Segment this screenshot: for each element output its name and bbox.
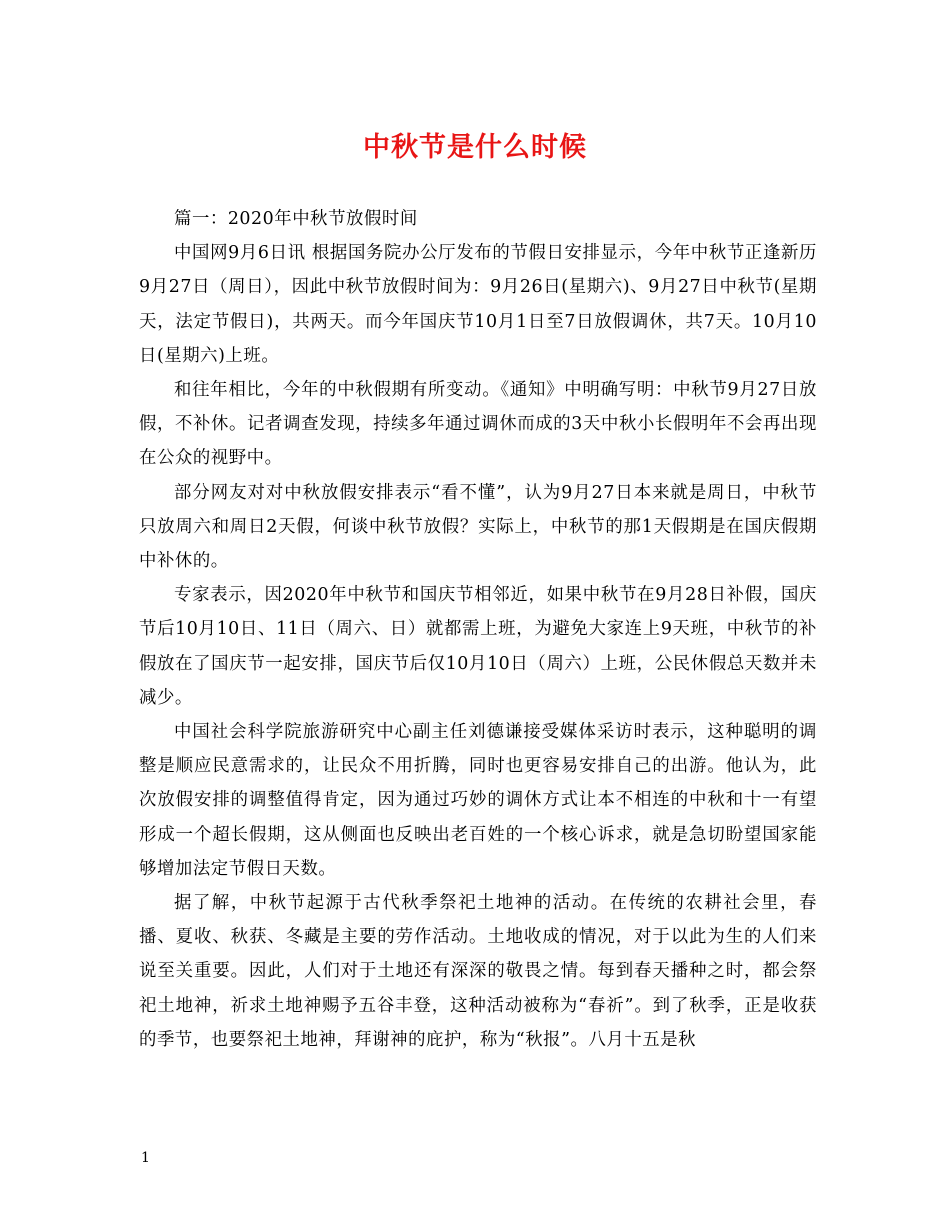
paragraph-2: 和往年相比，今年的中秋假期有所变动。《通知》中明确写明：中秋节9月27日放假，不补休。记者调查发现，持续多年通过调休而成的3天中秋小长假明年不会再出现在公众的视野中。 xyxy=(139,380,817,469)
page-number: 1 xyxy=(141,1150,150,1166)
paragraph-3: 部分网友对对中秋放假安排表示“看不懂”，认为9月27日本来就是周日，中秋节只放周六和周日2天假，何谈中秋节放假？实际上，中秋节的那1天假期是在国庆假期中补休的。 xyxy=(139,482,817,572)
section-heading: 篇一：2020年中秋节放假时间 xyxy=(174,209,418,229)
document-title: 中秋节是什么时候 xyxy=(363,132,587,163)
paragraph-1: 中国网9月6日讯 根据国务院办公厅发布的节假日安排显示，今年中秋节正逢新历9月27日（周日），因此中秋节放假时间为：9月26日(星期六)、9月27日中秋节(星期天，法定节假日)，共两天。而今年国庆节10月1日至7日放假调休，共7天。10月10日(星期六)上班。 xyxy=(139,243,817,366)
document-body xyxy=(139,202,817,1057)
paragraph-5: 中国社会科学院旅游研究中心副主任刘德谦接受媒体采访时表示，这种聪明的调整是顺应民意需求的，让民众不用折腾，同时也更容易安排自己的出游。他认为，此次放假安排的调整值得肯定，因为通过巧妙的调休方式让本不相连的中秋和十一有望形成一个超长假期，这从侧面也反映出老百姓的一个核心诉求，就是急切盼望国家能够增加法定节假日天数。 xyxy=(139,722,817,879)
paragraph-4: 专家表示，因2020年中秋节和国庆节相邻近，如果中秋节在9月28日补假，国庆节后10月10日、11日（周六、日）就都需上班，为避免大家连上9天班，中秋节的补假放在了国庆节一起安排，国庆节后仅10月10日（周六）上班，公民休假总天数并未减少。 xyxy=(139,585,817,708)
paragraph-6: 据了解，中秋节起源于古代秋季祭祀土地神的活动。在传统的农耕社会里，春播、夏收、秋获、冬藏是主要的劳作活动。土地收成的情况，对于以此为生的人们来说至关重要。因此，人们对于土地还有深深的敬畏之情。每到春天播种之时，都会祭祀土地神，祈求土地神赐予五谷丰登，这种活动被称为“春祈”。到了秋季，正是收获的季节，也要祭祀土地神，拜谢神的庇护，称为“秋报”。八月十五是秋 xyxy=(139,893,817,1050)
